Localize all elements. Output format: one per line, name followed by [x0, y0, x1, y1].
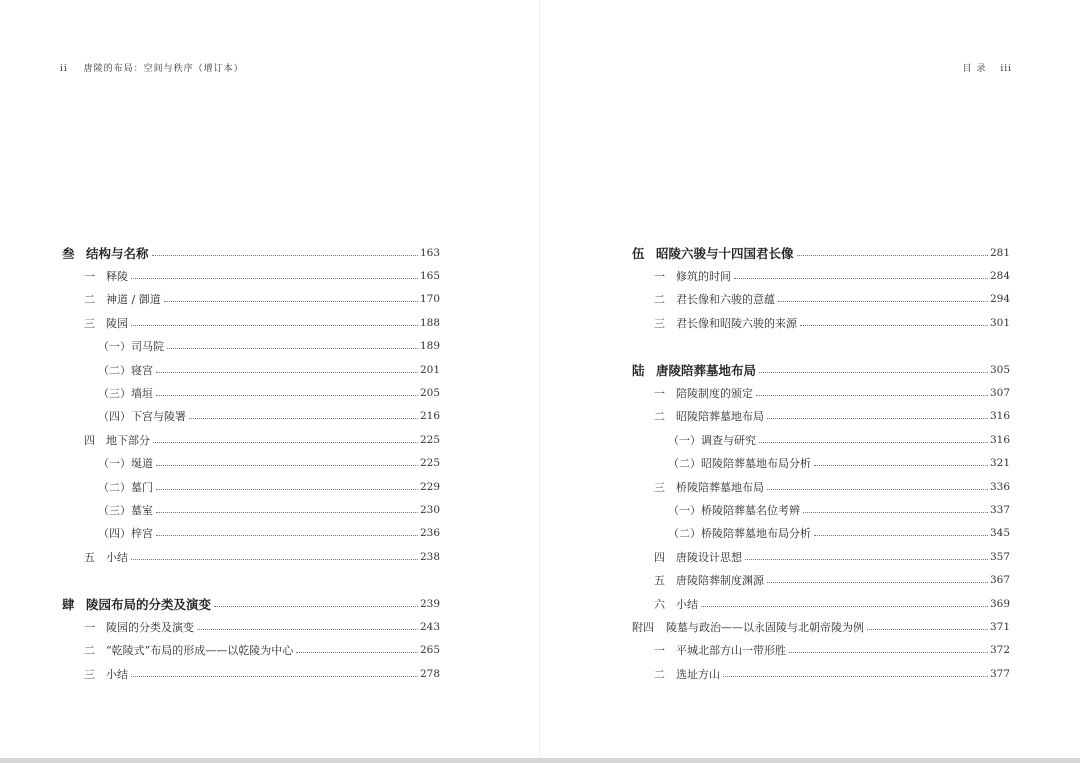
left-running-head	[60, 61, 244, 74]
toc-entry-title: 选址方山	[676, 667, 720, 681]
toc-entry-page-number: 369	[989, 597, 1010, 610]
toc-entry-title: （四）下宫与陵署	[98, 410, 186, 424]
toc-entry-page-number: 225	[419, 457, 440, 470]
toc-entry-page-number: 377	[989, 667, 1010, 680]
toc-entry-title: 平城北部方山一带形胜	[676, 644, 786, 658]
toc-entry-page-number: 278	[419, 667, 440, 680]
toc-dot-leader	[800, 324, 988, 326]
toc-entry-page-number: 367	[989, 574, 1010, 587]
toc-entry-sub[interactable]	[62, 381, 440, 404]
toc-entry-number: 二	[84, 293, 95, 307]
toc-entry-page-number: 229	[419, 480, 440, 493]
toc-entry-title: 神道 / 御道	[106, 293, 161, 307]
toc-dot-leader	[701, 605, 988, 607]
toc-dot-leader	[797, 254, 988, 256]
toc-entry-number: 叁	[62, 245, 75, 261]
toc-dot-leader	[164, 300, 418, 302]
toc-entry-page-number: 165	[419, 270, 440, 283]
toc-entry-section[interactable]	[62, 639, 440, 662]
toc-entry-title: 唐陵设计思想	[676, 550, 742, 564]
toc-entry-page-number: 265	[419, 644, 440, 657]
toc-entry-page-number: 294	[989, 293, 1010, 306]
toc-entry-section[interactable]	[632, 264, 1010, 287]
toc-dot-leader	[814, 464, 988, 466]
toc-entry-section[interactable]	[632, 545, 1010, 568]
toc-entry-number: 三	[84, 667, 95, 681]
toc-entry-title: 地下部分	[106, 433, 150, 447]
toc-entry-title: （一）桥陵陪葬墓名位考辨	[668, 503, 800, 517]
toc-dot-leader	[759, 371, 988, 373]
toc-entry-number: 一	[654, 270, 665, 284]
toc-entry-title: “乾陵式”布局的形成——以乾陵为中心	[106, 644, 294, 658]
toc-entry-page-number: 336	[989, 480, 1010, 493]
toc-entry-page-number: 305	[989, 363, 1010, 376]
toc-entry-chapter[interactable]	[62, 241, 440, 264]
toc-entry-page-number: 225	[419, 433, 440, 446]
toc-entry-chapter[interactable]	[62, 592, 440, 615]
toc-dot-leader	[756, 394, 988, 396]
toc-entry-title: 陵园	[106, 316, 128, 330]
toc-entry-number: 四	[84, 433, 95, 447]
toc-spacer	[62, 568, 440, 591]
toc-dot-leader	[197, 628, 418, 630]
toc-dot-leader	[803, 511, 988, 513]
toc-entry-number: 三	[84, 316, 95, 330]
toc-entry-page-number: 301	[989, 316, 1010, 329]
toc-dot-leader	[156, 464, 418, 466]
toc-dot-leader	[131, 558, 418, 560]
toc-entry-page-number: 239	[419, 597, 440, 610]
toc-entry-title: （一）司马院	[98, 340, 164, 354]
right-running-head	[963, 61, 1012, 74]
toc-entry-section[interactable]	[632, 381, 1010, 404]
toc-dot-leader	[131, 675, 418, 677]
toc-entry-title: （三）墓室	[98, 503, 153, 517]
toc-entry-title: 陵园布局的分类及演变	[86, 596, 212, 612]
toc-entry-page-number: 371	[989, 620, 1010, 633]
toc-dot-leader	[131, 277, 418, 279]
toc-entry-title: 桥陵陪葬墓地布局	[676, 480, 764, 494]
right-page-number: iii	[1000, 64, 1012, 74]
toc-dot-leader	[131, 324, 418, 326]
toc-entry-section[interactable]	[62, 288, 440, 311]
toc-entry-title: 陵园的分类及演变	[106, 620, 194, 634]
toc-dot-leader	[152, 254, 418, 256]
toc-entry-sub[interactable]	[632, 428, 1010, 451]
toc-entry-page-number: 188	[419, 316, 440, 329]
toc-entry-section[interactable]	[632, 662, 1010, 685]
toc-entry-page-number: 316	[989, 410, 1010, 423]
toc-entry-page-number: 236	[419, 527, 440, 540]
toc-entry-title: （三）墙垣	[98, 387, 153, 401]
toc-entry-sub[interactable]	[632, 522, 1010, 545]
toc-entry-title: 小结	[676, 597, 698, 611]
toc-entry-title: （四）梓宫	[98, 527, 153, 541]
toc-entry-section[interactable]	[632, 288, 1010, 311]
toc-entry-number: 二	[654, 667, 665, 681]
toc-entry-title: 君长像和昭陵六骏的来源	[676, 316, 797, 330]
left-book-title: 唐陵的布局：空间与秩序（增订本）	[83, 64, 244, 74]
toc-entry-section[interactable]	[62, 311, 440, 334]
toc-entry-number: 一	[654, 387, 665, 401]
toc-entry-title: 小结	[106, 550, 128, 564]
toc-entry-title: （二）昭陵陪葬墓地布局分析	[668, 457, 811, 471]
toc-dot-leader	[156, 371, 418, 373]
toc-dot-leader	[156, 511, 418, 513]
toc-entry-page-number: 357	[989, 550, 1010, 563]
toc-entry-title: （二）墓门	[98, 480, 153, 494]
right-section-title: 目 录	[962, 64, 987, 74]
toc-entry-sub[interactable]	[62, 335, 440, 358]
toc-dot-leader	[759, 441, 988, 443]
toc-entry-number: 肆	[62, 596, 75, 612]
toc-entry-sub[interactable]	[62, 358, 440, 381]
toc-entry-title: 君长像和六骏的意蕴	[676, 293, 775, 307]
toc-entry-title: 陵墓与政治——以永固陵与北朝帝陵为例	[666, 620, 864, 634]
toc-dot-leader	[156, 534, 418, 536]
toc-dot-leader	[867, 628, 988, 630]
toc-spacer	[632, 335, 1010, 358]
toc-entry-page-number: 337	[989, 503, 1010, 516]
toc-entry-sub[interactable]	[62, 452, 440, 475]
toc-entry-page-number: 316	[989, 433, 1010, 446]
toc-dot-leader	[214, 605, 418, 607]
toc-dot-leader	[167, 347, 418, 349]
toc-entry-number: 一	[84, 270, 95, 284]
toc-entry-section[interactable]	[632, 405, 1010, 428]
toc-entry-section[interactable]	[632, 311, 1010, 334]
toc-entry-page-number: 201	[419, 363, 440, 376]
toc-entry-section[interactable]	[632, 592, 1010, 615]
toc-entry-title: 昭陵陪葬墓地布局	[676, 410, 764, 424]
toc-entry-page-number: 321	[989, 457, 1010, 470]
toc-dot-leader	[296, 651, 418, 653]
toc-entry-sub[interactable]	[62, 498, 440, 521]
toc-entry-appendix[interactable]	[632, 615, 1010, 638]
toc-entry-sub[interactable]	[62, 522, 440, 545]
toc-entry-page-number: 238	[419, 550, 440, 563]
toc-entry-page-number: 345	[989, 527, 1010, 540]
toc-dot-leader	[745, 558, 988, 560]
toc-entry-number: 二	[654, 293, 665, 307]
toc-entry-page-number: 216	[419, 410, 440, 423]
toc-entry-title: 唐陵陪葬制度渊源	[676, 574, 764, 588]
toc-entry-sub[interactable]	[62, 475, 440, 498]
left-table-of-contents	[62, 241, 440, 685]
toc-entry-page-number: 230	[419, 503, 440, 516]
toc-entry-chapter[interactable]	[632, 358, 1010, 381]
toc-entry-number: 陆	[632, 362, 645, 378]
toc-entry-page-number: 243	[419, 620, 440, 633]
toc-entry-number: 三	[654, 480, 665, 494]
toc-entry-page-number: 284	[989, 270, 1010, 283]
toc-dot-leader	[814, 534, 988, 536]
toc-dot-leader	[789, 651, 988, 653]
toc-entry-sub[interactable]	[632, 452, 1010, 475]
toc-dot-leader	[723, 675, 988, 677]
toc-entry-page-number: 205	[419, 387, 440, 400]
toc-entry-number: 一	[654, 644, 665, 658]
toc-entry-sub[interactable]	[62, 405, 440, 428]
toc-entry-title: 修筑的时间	[676, 270, 731, 284]
page-gutter	[539, 0, 540, 758]
toc-entry-title: （一）埏道	[98, 457, 153, 471]
toc-dot-leader	[767, 581, 988, 583]
toc-entry-section[interactable]	[62, 662, 440, 685]
toc-entry-page-number: 307	[989, 387, 1010, 400]
toc-entry-number: 伍	[632, 245, 645, 261]
toc-dot-leader	[734, 277, 988, 279]
toc-entry-sub[interactable]	[632, 498, 1010, 521]
toc-entry-page-number: 281	[989, 246, 1010, 259]
left-page-number: ii	[60, 64, 68, 74]
toc-entry-title: 昭陵六骏与十四国君长像	[656, 245, 794, 261]
toc-entry-page-number: 189	[419, 340, 440, 353]
toc-entry-chapter[interactable]	[632, 241, 1010, 264]
toc-entry-number: 六	[654, 597, 665, 611]
toc-entry-page-number: 372	[989, 644, 1010, 657]
toc-dot-leader	[778, 300, 988, 302]
toc-entry-page-number: 163	[419, 246, 440, 259]
toc-entry-number: 二	[84, 644, 95, 658]
toc-entry-number: 五	[84, 550, 95, 564]
toc-entry-title: （二）寝宫	[98, 363, 153, 377]
toc-entry-section[interactable]	[62, 545, 440, 568]
toc-dot-leader	[153, 441, 418, 443]
toc-entry-title: 唐陵陪葬墓地布局	[656, 362, 757, 378]
toc-entry-section[interactable]	[62, 428, 440, 451]
page-bottom-edge	[0, 758, 1080, 763]
toc-dot-leader	[156, 394, 418, 396]
toc-entry-number: 三	[654, 316, 665, 330]
toc-entry-title: 陪陵制度的颁定	[676, 387, 753, 401]
toc-entry-title: （二）桥陵陪葬墓地布局分析	[668, 527, 811, 541]
toc-entry-title: 释陵	[106, 270, 128, 284]
toc-entry-section[interactable]	[62, 615, 440, 638]
toc-entry-number: 五	[654, 574, 665, 588]
toc-entry-section[interactable]	[632, 639, 1010, 662]
right-table-of-contents	[632, 241, 1010, 685]
toc-entry-page-number: 170	[419, 293, 440, 306]
toc-dot-leader	[767, 488, 988, 490]
toc-entry-title: 结构与名称	[86, 245, 149, 261]
toc-entry-number: 一	[84, 620, 95, 634]
toc-dot-leader	[767, 417, 988, 419]
toc-entry-section[interactable]	[632, 475, 1010, 498]
toc-entry-number: 四	[654, 550, 665, 564]
toc-entry-number: 二	[654, 410, 665, 424]
toc-dot-leader	[156, 488, 418, 490]
toc-entry-title: （一）调查与研究	[668, 433, 756, 447]
toc-entry-section[interactable]	[632, 568, 1010, 591]
toc-entry-section[interactable]	[62, 264, 440, 287]
toc-entry-title: 小结	[106, 667, 128, 681]
toc-dot-leader	[189, 417, 418, 419]
toc-entry-number: 附四	[632, 620, 654, 634]
